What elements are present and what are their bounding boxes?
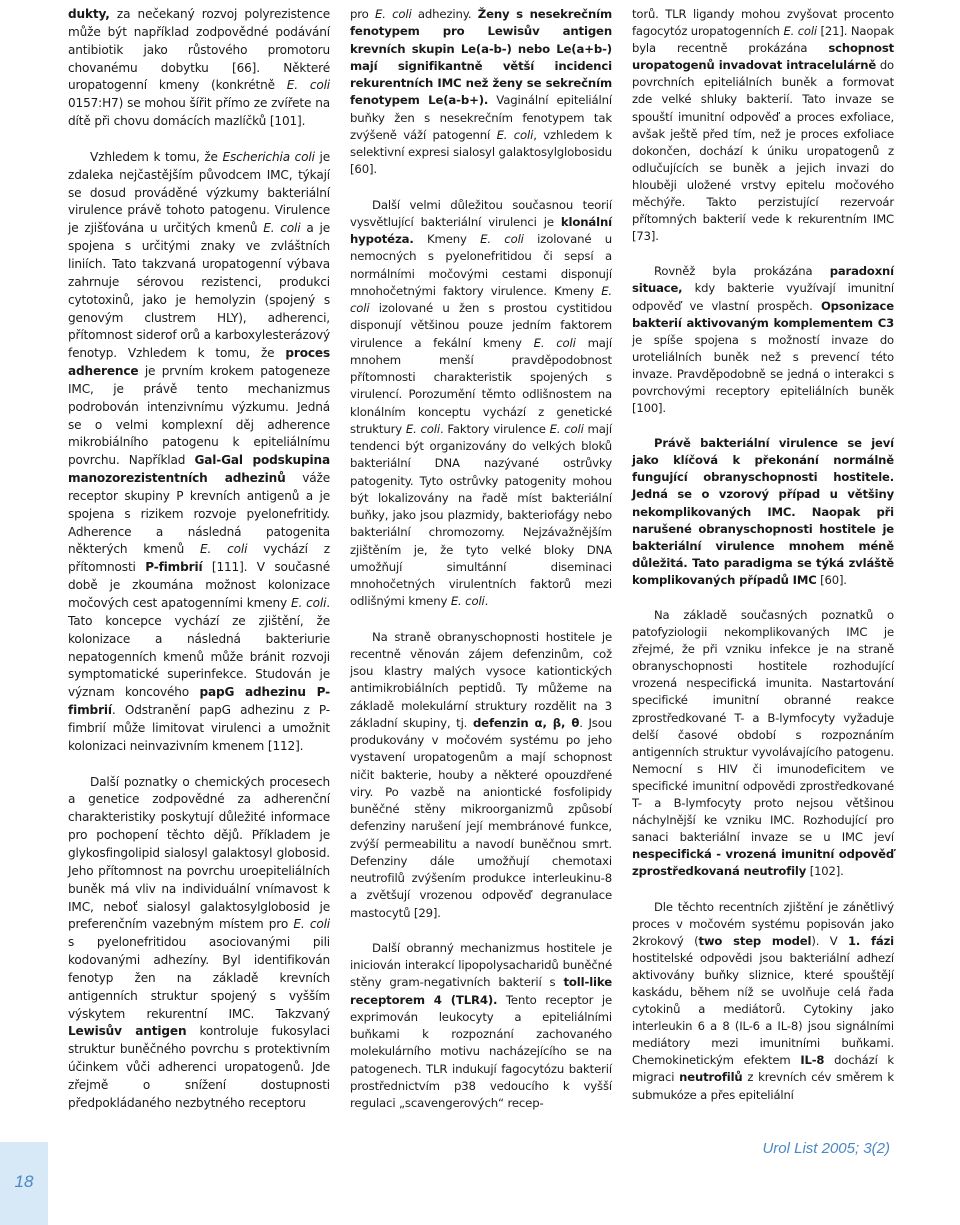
paragraph: Rovněž byla prokázána paradoxní situace, kdy bakterie využívají imunitní odpověď ve vlastní prospěch. Opsonizace bakterií aktivovaným komplementem C3 je spíše spojena s možností invaze do uroteliálních buněk než s prevencí této invaze. Pravděpodobně se jedná o interakci s povrchovými receptory epiteliálních buněk [100]. [632,264,894,416]
paragraph: Další velmi důležitou současnou teorií vysvětlující bakteriální virulenci je klonální hypotéza. Kmeny E. coli izolované u nemocných s pyelonefritidou či sepsí a normálními močovými cestami disponují mnohočetnými faktory virulence. Kmeny E. coli izolované u žen s prostou cystitidou disponují většinou pouze jedním faktorem virulence a fekální kmeny E. coli mají mnohem menší pravděpodobnost přítomnosti charakteristik spojených s virulencí. Porozumění těmto odlišnostem na klonálním konceptu vychází z genetické struktury E. coli. Faktory virulence E. coli mají tendenci být organizovány do velkých bloků bakteriální DNA nazývané ostrůvky patogenity. Tyto ostrůvky patogenity mohou být lokalizovány na řadě míst bakteriální buňky, jako jsou plazmidy, bakteriofágy nebo bakteriální chromozomy. Nejzávažnějším zjištěním je, že tyto velké bloky DNA umožňují simultánní diseminaci mnohočetných virulentních faktorů mezi odlišnými kmeny E. coli. [350,197,613,609]
paragraph: dukty, za nečekaný rozvoj polyrezistence může být například zodpovědné podávání antibiotik jako růstového promotoru chovanému dobytku [66]. Některé uropatogenní kmeny (konkrétně E. coli 0157:H7) se mohou šířit přímo ze zvířete na dítě při chovu domácích mazlíčků [101]. [68,7,330,129]
paragraph: pro E. coli adheziny. Ženy s nesekrečním fenotypem pro Lewisův antigen krevních skupin Le(a-b-) nebo Le(a+b-) mají signifikantně větší incidenci rekurentních IMC než ženy se sekrečním fenotypem Le(a-b+). Vaginální epiteliální buňky žen s nesekrečním fenotypem tak zvýšeně váží patogenní E. coli, vzhledem k selektivní expresi sialosyl galaktosylglobosidu [60]. [350,7,613,177]
paragraph: torů. TLR ligandy mohou zvyšovat procento fagocytóz uropatogenních E. coli [21]. Naopak byla recentně prokázána schopnost uropatogenů invadovat intracelulárně do povrchních epiteliálních buněk a formovat zde velké shluky bakterií. Tato invaze se spouští imunitní odpověď a proces exfoliace, avšak ještě před tím, než je proces exfoliace dokončen, dochází k úniku uropatogenů z odlučujících se buněk a jejich invazi do hlouběji uložené vrstvy epitelu močového měchýře. Takto perzistující rezervoár přítomných bakterií vede k rekurentním IMC [73]. [632,7,894,244]
paragraph: Vzhledem k tomu, že Escherichia coli je zdaleka nejčastějším původcem IMC, týkají se dosud prováděné výzkumy bakteriální virulence právě tohoto patogenu. Virulence je zjišťována u určitých kmenů E. coli a je spojena s určitými znaky ve zvláštních liniích. Tato takzvaná uropatogenní výbava zahrnuje sérovou rezistenci, produkci cytotoxinů, jako je hemolyzin (spojený s genovým clustrem HLY), adherenci, přítomnost siderof orů a karboxylesterázový fenotyp. Vzhledem k tomu, že proces adherence je prvním krokem patogeneze IMC, je právě tento mechanizmus podrobován intenzivnímu výzkumu. Jedná se o velmi komplexní děj adherence mikrobiálního patogenu k epiteliálnímu povrchu. Například Gal-Gal podskupina manozorezistentních adhezinů váže receptor skupiny P krevních antigenů a je spojena s rizikem rozvoje pyelonefritidy. Adherence a následná patogenita některých kmenů E. coli vychází z přítomnosti P-fimbrií [111]. V současné době je zkoumána možnost kolonizace močových cest apatogenními kmeny E. coli. Tato koncepce vychází ze zjištění, že kolonizace a následná bakteriurie nepatogenních kmenů může bránit rozvoji symptomatické superinfekce. Studován je význam koncového papG adhezinu P-fimbrií. Odstranění papG adhezinu z P-fimbrií může limitovat virulenci a umožnit kolonizaci neinvazivním kmenem [112]. [68,149,331,753]
paragraph: Právě bakteriální virulence se jeví jako klíčová k překonání normálně fungující obranyschopnosti hostitele. Jedná se o vzorový případ u většiny nekomplikovaných IMC. Naopak při narušené obranyschopnosti hostitele je bakteriální virulence mnohem méně důležitá. Tato paradigma se týká zvláště komplikovaných případů IMC [60]. [632,436,894,587]
paragraph: Na straně obranyschopnosti hostitele je recentně věnován zájem defenzinům, což jsou klastry malých vysoce kationtických antimikrobiálních peptidů. Ty můžeme na základě molekulární struktury rozdělit na 3 základní skupiny, tj. defenzin α, β, θ. Jsou produkovány v močovém systému po jeho vystavení uropatogenům a mají schopnost ničit bakterie, houby a některé opouzdřené viry. Po vazbě na aniontické fosfolipidy buněčné stěny mikroorganizmů způsobí defenziny narušení její membránové funkce, zvýší permeabilitu a navodí buněčnou smrt. Defenziny dále umožňují chemotaxi neutrofilů zvýšením produkce interleukinu-8 a zvětšují vrozenou odpověď degranulace mastocytů [29]. [350,629,612,920]
text-column-2 [350,6,612,1112]
text-column-1 [68,6,330,1113]
page-number: 18 [14,1172,34,1191]
paragraph: Dle těchto recentních zjištění je zánětlivý proces v močovém systému popisován jako 2krokový (two step model). V 1. fázi hostitelské odpovědi jsou bakteriální adhezí aktivovány buňky sliznice, které spouštějí kaskádu, během níž se uvolňuje celá řada cytokinů a mediátorů. Cytokiny jako interleukin 6 a 8 (IL-6 a IL-8) jsou signálními mediátory mezi imunitními buňkami. Chemokinetickým efektem IL-8 dochází k migraci neutrofilů z krevních cév směrem k submukóze a přes epiteliální [632,899,894,1102]
journal-citation: Urol List 2005; 3(2) [762,1140,890,1157]
paragraph: Na základě současných poznatků o patofyziologii nekomplikovaných IMC je zřejmé, že při vzniku infekce je na straně obranyschopnosti hostitele rozhodující vrozená nespecifická imunita. Nastartování specifické imunitní obranné reakce zprostředkované T- a B-lymfocyty vyžaduje delší časové období s rozpoznáním antigenních struktur vyvolávajícího patogenu. Nemocní s HIV či imunodeficitem ve specifické imunitní odpovědi zprostředkované T- a B-lymfocyty proto nejsou většinou náchylnější ke vzniku IMC. Rozhodující pro sanaci bakteriální invaze se u IMC jeví nespecifická - vrozená imunitní odpověď zprostředkovaná neutrofily [102]. [632,608,894,879]
paragraph: Další obranný mechanizmus hostitele je iniciován interakcí lipopolysacharidů buněčné stěny gram-negativních bakterií s toll-like receptorem 4 (TLR4). Tento receptor je exprimován leukocyty a epiteliálními buňkami k rozpoznání zachovaného molekulárního motivu nacházejícího se na patogenech. TLR indukují fagocytózu bakterií prostřednictvím p38 vedoucího k vyšší regulaci „scavengerových“ recep- [350,940,613,1110]
text-column-3 [632,6,894,1104]
paragraph: Další poznatky o chemických procesech a genetice zodpovědné za adherenční charakteristiky poskytují důležité informace pro pochopení těchto dějů. Příkladem je glykosfingolipid sialosyl galaktosyl globosid. Jeho přítomnost na povrchu uroepiteliálních buněk má vliv na individuální vnímavost k IMC, neboť sialosyl galaktosylglobosid je preferenčním vazebným místem pro E. coli s pyelonefritidou asociovanými pili kodovanými adhezíny. Byl identifikován fenotyp žen na základě krevních antigenních struktur spojený s vyšším výskytem rekurentní IMC. Takzvaný Lewisův antigen kontroluje fukosylaci struktur buněčného povrchu s protektivním účinkem vůči adherenci uropatogenů. Jde zřejmě o snížení dostupnosti předpokládaného nezbytného receptoru [68,774,330,1110]
